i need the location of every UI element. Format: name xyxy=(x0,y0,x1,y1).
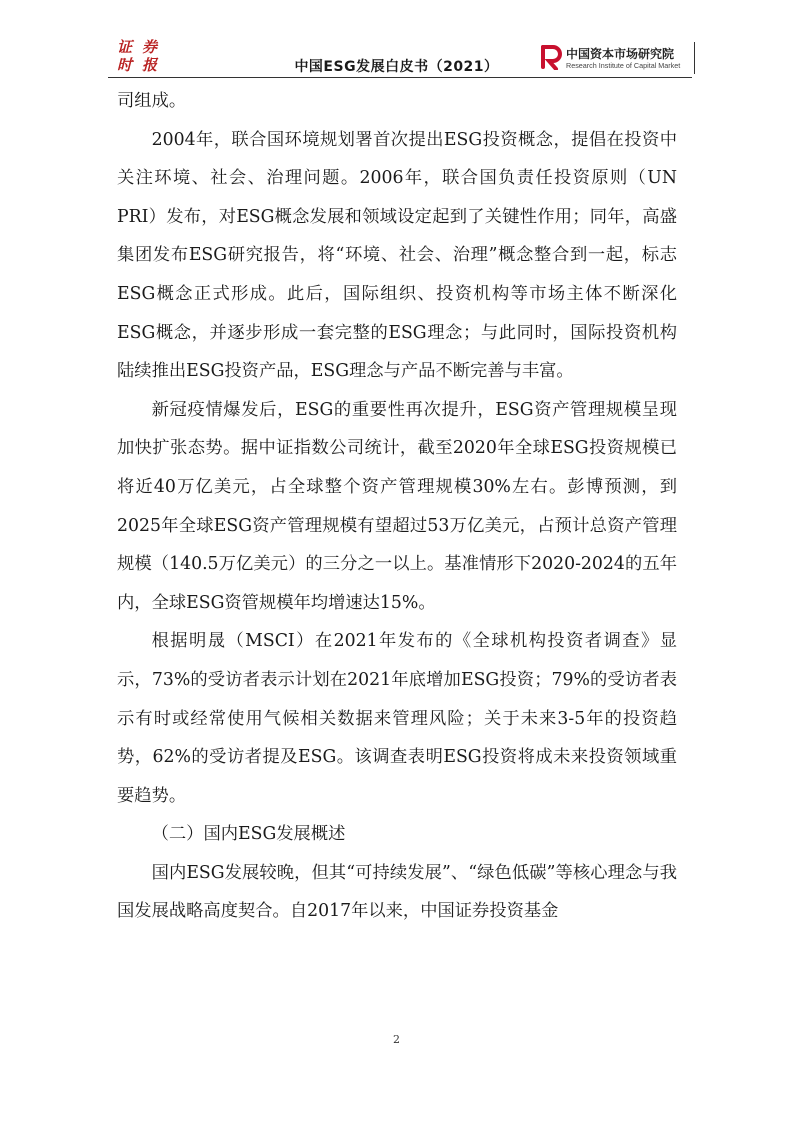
logo-char: 报 xyxy=(141,56,157,74)
page-number: 2 xyxy=(393,1033,400,1046)
logo-char: 证 xyxy=(116,38,132,56)
paragraph-esg-history: 2004年，联合国环境规划署首次提出ESG投资概念，提倡在投资中关注环境、社会、治理问题。2006年，联合国负责任投资原则（UN PRI）发布，对ESG概念发展和领域设定起到了关键性作用；同年，高盛集团发布ESG研究报告，将“环境、社会、治理”概念整合到一起，标志 ESG概念正式形成。此后，国际组织、投资机构等市场主体不断深化ESG概念，并逐步形成一套完整的ESG理念；与此同时，国际投资机构陆续推出ESG投资产品，ESG理念与产品不断完善与丰富。 xyxy=(117,129,677,382)
logo-char: 时 xyxy=(116,56,132,74)
section-subheading: （二）国内ESG发展概述 xyxy=(151,824,346,845)
logo-char: 券 xyxy=(141,38,157,56)
document-title: 中国ESG发展白皮书（2021） xyxy=(294,59,499,75)
header-divider-vertical xyxy=(694,42,695,74)
header-rule xyxy=(108,77,692,78)
paragraph-domestic-esg: 国内ESG发展较晚，但其“可持续发展”、“绿色低碳”等核心理念与我国发展战略高度契合。自2017年以来，中国证券投资基金 xyxy=(117,862,677,922)
paragraph-esg-growth: 新冠疫情爆发后，ESG的重要性再次提升，ESG资产管理规模呈现加快扩张态势。据中证指数公司统计，截至2020年全球ESG投资规模已将近40万亿美元，占全球整个资产管理规模30%左右。彭博预测，到2025年全球ESG资产管理规模有望超过53万亿美元，占预计总资产管理规模（140.5万亿美元）的三分之一以上。基准情形下2020-2024的五年内，全球ESG资管规模年均增速达15%。 xyxy=(117,399,677,613)
page-header xyxy=(0,0,793,82)
paragraph-msci-survey: 根据明晟（MSCI）在2021年发布的《全球机构投资者调查》显示，73%的受访者表示计划在2021年底增加ESG投资；79%的受访者表示有时或经常使用气候相关数据来管理风险；关于未来3-5年的投资趋势，62%的受访者提及ESG。该调查表明ESG投资将成未来投资领域重要趋势。 xyxy=(117,631,677,806)
research-institute-logo xyxy=(540,44,690,74)
institute-name-cn: 中国资本市场研究院 xyxy=(566,47,675,61)
institute-name-en: Research Institute of Capital Market xyxy=(566,61,681,70)
institute-mark-icon xyxy=(540,44,562,70)
paragraph-continued: 司组成。 xyxy=(117,91,187,111)
document-body xyxy=(117,82,677,931)
